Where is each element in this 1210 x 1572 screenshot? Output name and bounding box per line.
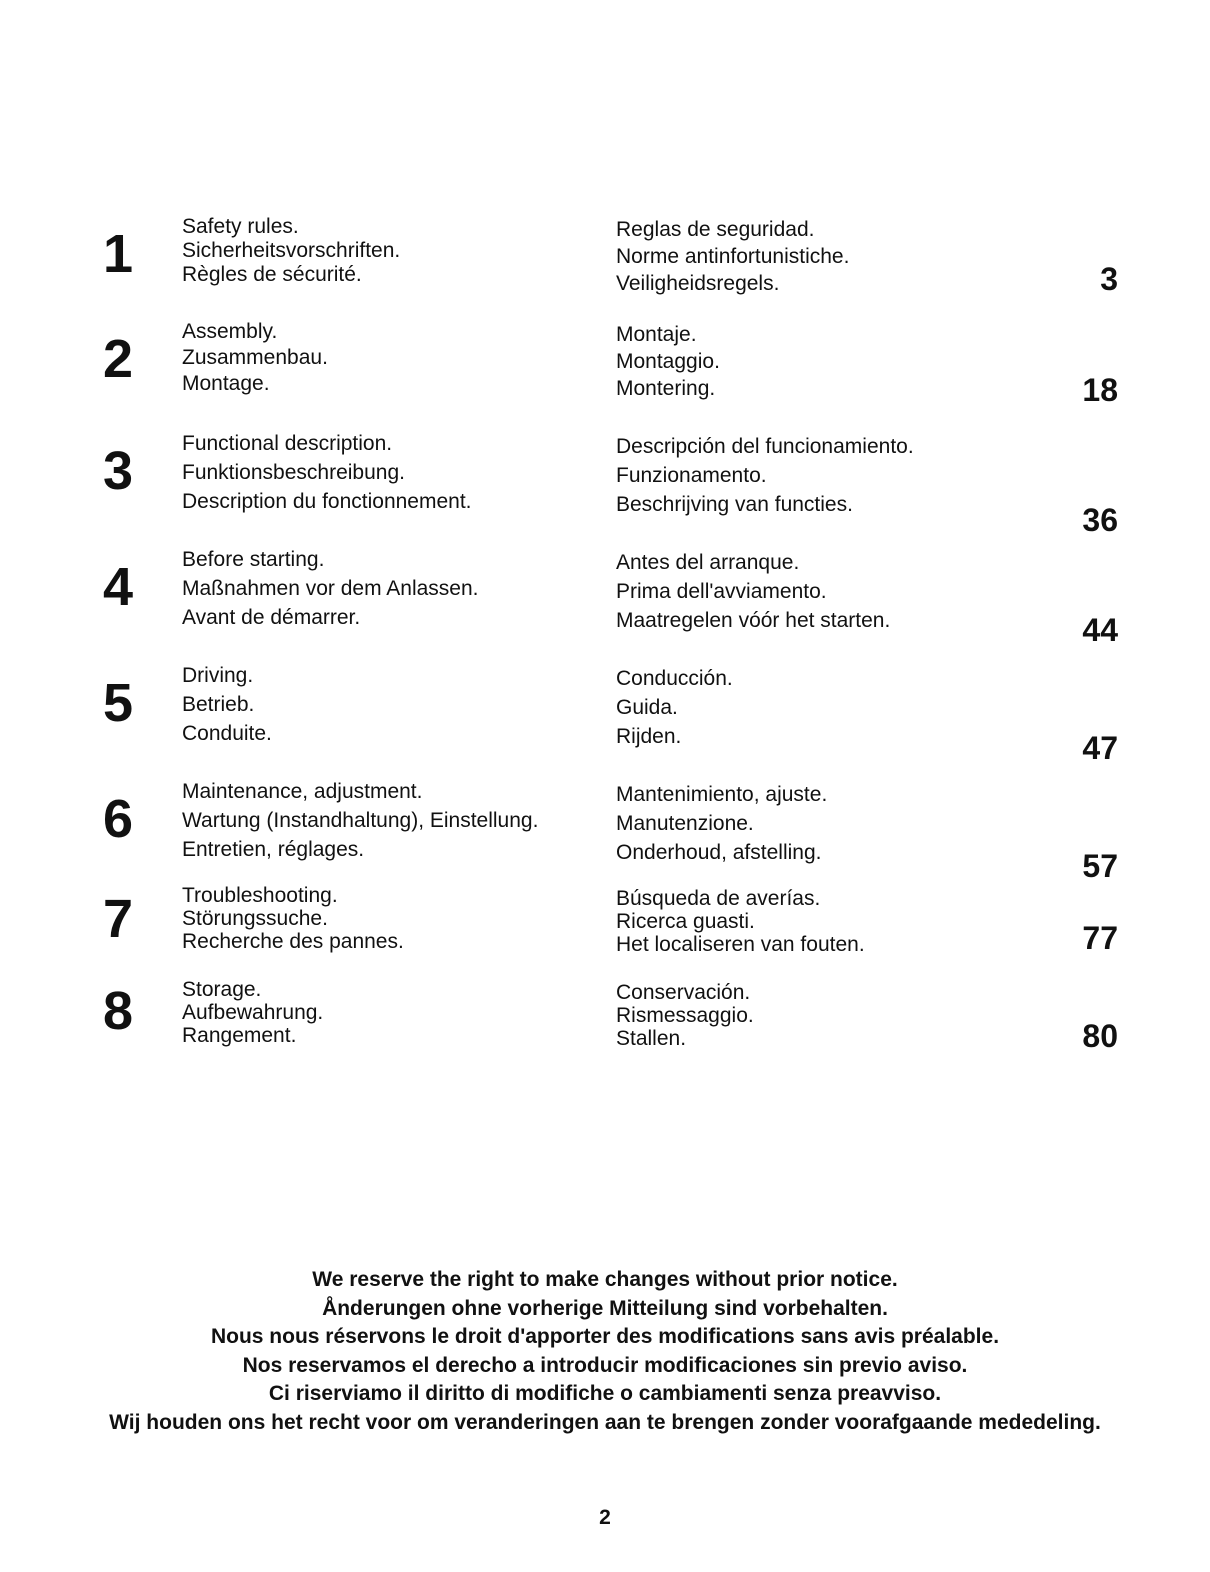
toc-line: [182, 809, 584, 833]
toc-line-text: Sicherheitsvorschriften.: [182, 239, 401, 262]
toc-entry: [0, 548, 1210, 648]
notice-line-fr: Nous nous réservons le droit d'apporter des modifications sans avis préalable.: [210, 1325, 1000, 1349]
toc-line-text: Prima dell'avviamento.: [616, 580, 827, 603]
toc-line-text: Description du fonctionnement.: [182, 490, 472, 513]
toc-line-text: Functional description.: [182, 432, 393, 455]
toc-line-text: Rijden.: [616, 725, 682, 748]
section-number: 7: [102, 889, 134, 949]
toc-line: [616, 464, 1074, 488]
toc-line: [182, 838, 584, 862]
toc-line-text: Driving.: [182, 664, 254, 687]
toc-line: [182, 346, 584, 370]
toc-line: [182, 907, 584, 931]
toc-line-text: Het localiseren van fouten.: [616, 933, 865, 956]
toc-line-text: Betrieb.: [182, 693, 255, 716]
toc-line-text: Montaggio.: [616, 350, 720, 373]
toc-line: [182, 432, 584, 456]
toc-line-text: Storage.: [182, 978, 262, 1001]
toc-line-text: Onderhoud, afstelling.: [616, 841, 822, 864]
section-number: 5: [102, 673, 134, 733]
toc-page-number: 44: [1082, 612, 1118, 648]
toc-line: [616, 350, 1074, 374]
notice-line-nl: Wij houden ons het recht voor om veranderingen aan te brengen zonder voorafgaande mededeling.: [109, 1410, 1101, 1434]
toc-line-text: Descripción del funcionamiento.: [616, 435, 914, 458]
toc-line-text: Recherche des pannes.: [182, 930, 404, 953]
toc-page-number: 80: [1082, 1018, 1118, 1054]
toc-line-text: Conduite.: [182, 722, 272, 745]
toc-line-text: Maintenance, adjustment.: [182, 780, 423, 803]
toc-line: [182, 930, 584, 954]
toc-entry: [0, 780, 1210, 884]
toc-line-text: Wartung (Instandhaltung), Einstellung.: [182, 809, 539, 832]
toc-line: [616, 725, 1074, 749]
toc-line-text: Montering.: [616, 377, 716, 400]
toc-line: [182, 577, 584, 601]
toc-line: [182, 884, 584, 908]
toc-line: [616, 551, 1074, 575]
toc-line: [616, 812, 1074, 836]
toc-line: [616, 323, 1074, 347]
toc-line-text: Funktionsbeschreibung.: [182, 461, 405, 484]
toc-line: [616, 580, 1074, 604]
toc-page-number: 36: [1082, 502, 1118, 538]
toc-line: [616, 1004, 1074, 1028]
section-number: 2: [102, 329, 134, 389]
notice-line-es: Nos reservamos el derecho a introducir modificaciones sin previo aviso.: [242, 1353, 968, 1377]
section-number: 3: [102, 441, 134, 501]
toc-page-number: 47: [1082, 730, 1118, 766]
toc-line-text: Conducción.: [616, 667, 733, 690]
toc-line: [182, 978, 584, 1002]
toc-line: [616, 435, 1074, 459]
toc-line: [616, 377, 1074, 401]
toc-line-text: Funzionamento.: [616, 464, 767, 487]
toc-line: [182, 320, 584, 344]
toc-line-text: Stallen.: [616, 1027, 687, 1050]
toc-line: [616, 493, 1074, 517]
toc-line-text: Entretien, réglages.: [182, 838, 365, 861]
toc-line: [616, 609, 1074, 633]
toc-line: [182, 606, 584, 630]
notice-line-it: Ci riserviamo il diritto di modifiche o cambiamenti senza preavviso.: [268, 1382, 942, 1406]
toc-line-text: Beschrijving van functies.: [616, 493, 853, 516]
toc-line: [182, 372, 584, 396]
toc-line-text: Aufbewahrung.: [182, 1001, 324, 1024]
toc-entry: [0, 320, 1210, 420]
toc-line-text: Montage.: [182, 372, 270, 395]
toc-line-text: Troubleshooting.: [182, 884, 338, 907]
toc-line-text: Störungssuche.: [182, 907, 328, 930]
change-notice: [40, 1266, 1170, 1438]
toc-line-text: Règles de sécurité.: [182, 263, 362, 286]
toc-line: [182, 548, 584, 572]
toc-line-text: Assembly.: [182, 320, 278, 343]
toc-line: [182, 664, 584, 688]
toc-entry: [0, 884, 1210, 984]
toc-page-number: 57: [1082, 848, 1118, 884]
toc-entry: [0, 215, 1210, 315]
toc-page-number: 77: [1082, 920, 1118, 956]
section-number: 6: [102, 789, 134, 849]
toc-line: [182, 215, 584, 239]
toc-line: [616, 696, 1074, 720]
toc-line: [182, 239, 584, 263]
toc-line-text: Búsqueda de averías.: [616, 887, 821, 910]
toc-line: [616, 783, 1074, 807]
toc-line: [616, 887, 1074, 911]
section-number: 4: [102, 557, 134, 617]
toc-line-text: Manutenzione.: [616, 812, 754, 835]
toc-line: [182, 780, 584, 804]
toc-page-number: 3: [1100, 261, 1118, 297]
toc-line-text: Before starting.: [182, 548, 325, 571]
toc-line: [616, 1027, 1074, 1051]
toc-line-text: Guida.: [616, 696, 678, 719]
toc-line-text: Maßnahmen vor dem Anlassen.: [182, 577, 479, 600]
toc-entry: [0, 664, 1210, 764]
toc-line: [182, 693, 584, 717]
notice-line-de: Ånderungen ohne vorherige Mitteilung sind vorbehalten.: [322, 1296, 888, 1320]
page-number: 2: [599, 1506, 611, 1529]
toc-line-text: Conservación.: [616, 981, 751, 1004]
notice-line-en: We reserve the right to make changes without prior notice.: [312, 1268, 898, 1291]
toc-line: [616, 981, 1074, 1005]
toc-line: [182, 263, 584, 287]
toc-line-text: Safety rules.: [182, 215, 299, 238]
toc-line: [616, 667, 1074, 691]
toc-line-text: Reglas de seguridad.: [616, 218, 815, 241]
toc-line-text: Norme antinfortunistiche.: [616, 245, 850, 268]
toc-line: [616, 272, 1074, 296]
section-number: 1: [102, 224, 134, 284]
toc-line-text: Maatregelen vóór het starten.: [616, 609, 891, 632]
toc-line-text: Ricerca guasti.: [616, 910, 755, 933]
toc-line-text: Veiligheidsregels.: [616, 272, 780, 295]
section-number: 8: [102, 981, 134, 1041]
toc-line-text: Mantenimiento, ajuste.: [616, 783, 828, 806]
toc-line: [616, 933, 1074, 957]
toc-line-text: Montaje.: [616, 323, 697, 346]
toc-line: [616, 218, 1074, 242]
toc-line: [182, 461, 584, 485]
toc-line: [616, 245, 1074, 269]
toc-line: [182, 722, 584, 746]
toc-line: [616, 910, 1074, 934]
toc-line-text: Avant de démarrer.: [182, 606, 361, 629]
toc-entry: [0, 432, 1210, 538]
toc-line: [182, 1024, 584, 1048]
toc-line: [182, 1001, 584, 1025]
toc-line-text: Zusammenbau.: [182, 346, 328, 369]
toc-line-text: Antes del arranque.: [616, 551, 800, 574]
toc-line-text: Rismessaggio.: [616, 1004, 754, 1027]
toc-line: [616, 841, 1074, 865]
toc-line: [182, 490, 584, 514]
toc-entry: [0, 978, 1210, 1078]
toc-page-number: 18: [1082, 372, 1118, 408]
toc-line-text: Rangement.: [182, 1024, 297, 1047]
